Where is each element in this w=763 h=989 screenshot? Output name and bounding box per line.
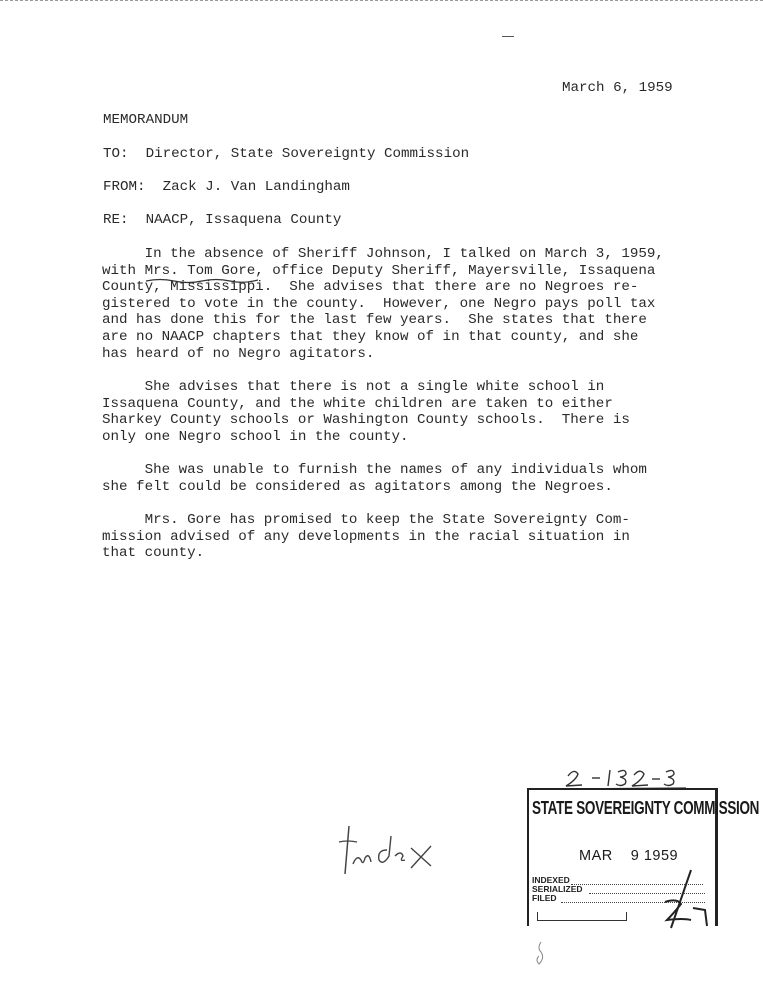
handwritten-index-note	[335, 820, 445, 880]
paragraph-line: County, Mississippi. She advises that there are no Negroes re-	[102, 279, 639, 296]
stamp-serialized-label: SERIALIZED	[532, 884, 583, 894]
paragraph-line: mission advised of any developments in the racial situation in	[102, 528, 630, 545]
to-line	[103, 146, 469, 163]
paragraph-2	[102, 379, 630, 445]
paragraph-4	[102, 512, 630, 562]
page-top-border	[0, 0, 763, 3]
paragraph-line: only one Negro school in the county.	[102, 428, 409, 445]
handwritten-file-number	[562, 766, 692, 790]
paragraph-3	[102, 462, 647, 495]
to-label: TO:	[103, 146, 129, 162]
stamp-initials-box	[537, 912, 627, 921]
punch-mark	[502, 36, 514, 37]
paragraph-line: Issaquena County, and the white children are taken to either	[102, 395, 613, 412]
stamp-title: STATE SOVEREIGNTY COMMISSION	[532, 798, 760, 819]
stamp-handwritten-initials	[647, 868, 717, 930]
paragraph-line: Mrs. Gore has promised to keep the State Sovereignty Com-	[102, 512, 630, 528]
stamp-indexed-label: INDEXED	[532, 875, 570, 885]
re-line	[103, 212, 341, 229]
re-label: RE:	[103, 212, 129, 228]
paragraph-line: are no NAACP chapters that they know of in that county, and she	[102, 328, 639, 345]
memo-heading: MEMORANDUM	[103, 112, 189, 128]
from-label: FROM:	[103, 179, 146, 195]
paragraph-1	[102, 246, 664, 362]
paragraph-line: with Mrs. Tom Gore, office Deputy Sheriff, Mayersville, Issaquena	[102, 262, 656, 279]
stamp-month: MAR	[579, 848, 613, 864]
paragraph-line: She was unable to furnish the names of any individuals whom	[102, 462, 647, 478]
stamp-date	[579, 848, 678, 864]
paragraph-line: that county.	[102, 545, 205, 562]
commission-received-stamp	[527, 788, 760, 930]
paragraph-line: Sharkey County schools or Washington County schools. There is	[102, 412, 630, 429]
handwritten-underline	[146, 277, 258, 285]
stamp-day-year: 9 1959	[630, 848, 679, 864]
small-pencil-mark	[533, 940, 547, 968]
re-value: NAACP, Issaquena County	[145, 212, 342, 228]
paragraph-line: she felt could be considered as agitators among the Negroes.	[102, 478, 613, 495]
paragraph-line: In the absence of Sheriff Johnson, I talked on March 3, 1959,	[102, 246, 664, 262]
memo-date: March 6, 1959	[562, 80, 673, 96]
paragraph-line: gistered to vote in the county. However, one Negro pays poll tax	[102, 295, 656, 312]
from-line	[103, 179, 350, 196]
to-value: Director, State Sovereignty Commission	[145, 146, 470, 162]
from-value: Zack J. Van Landingham	[162, 179, 350, 195]
paragraph-line: and has done this for the last few years. She states that there	[102, 312, 647, 329]
stamp-filed-label: FILED	[532, 893, 557, 903]
paragraph-line: She advises that there is not a single white school in	[102, 379, 605, 395]
paragraph-line: has heard of no Negro agitators.	[102, 345, 375, 362]
